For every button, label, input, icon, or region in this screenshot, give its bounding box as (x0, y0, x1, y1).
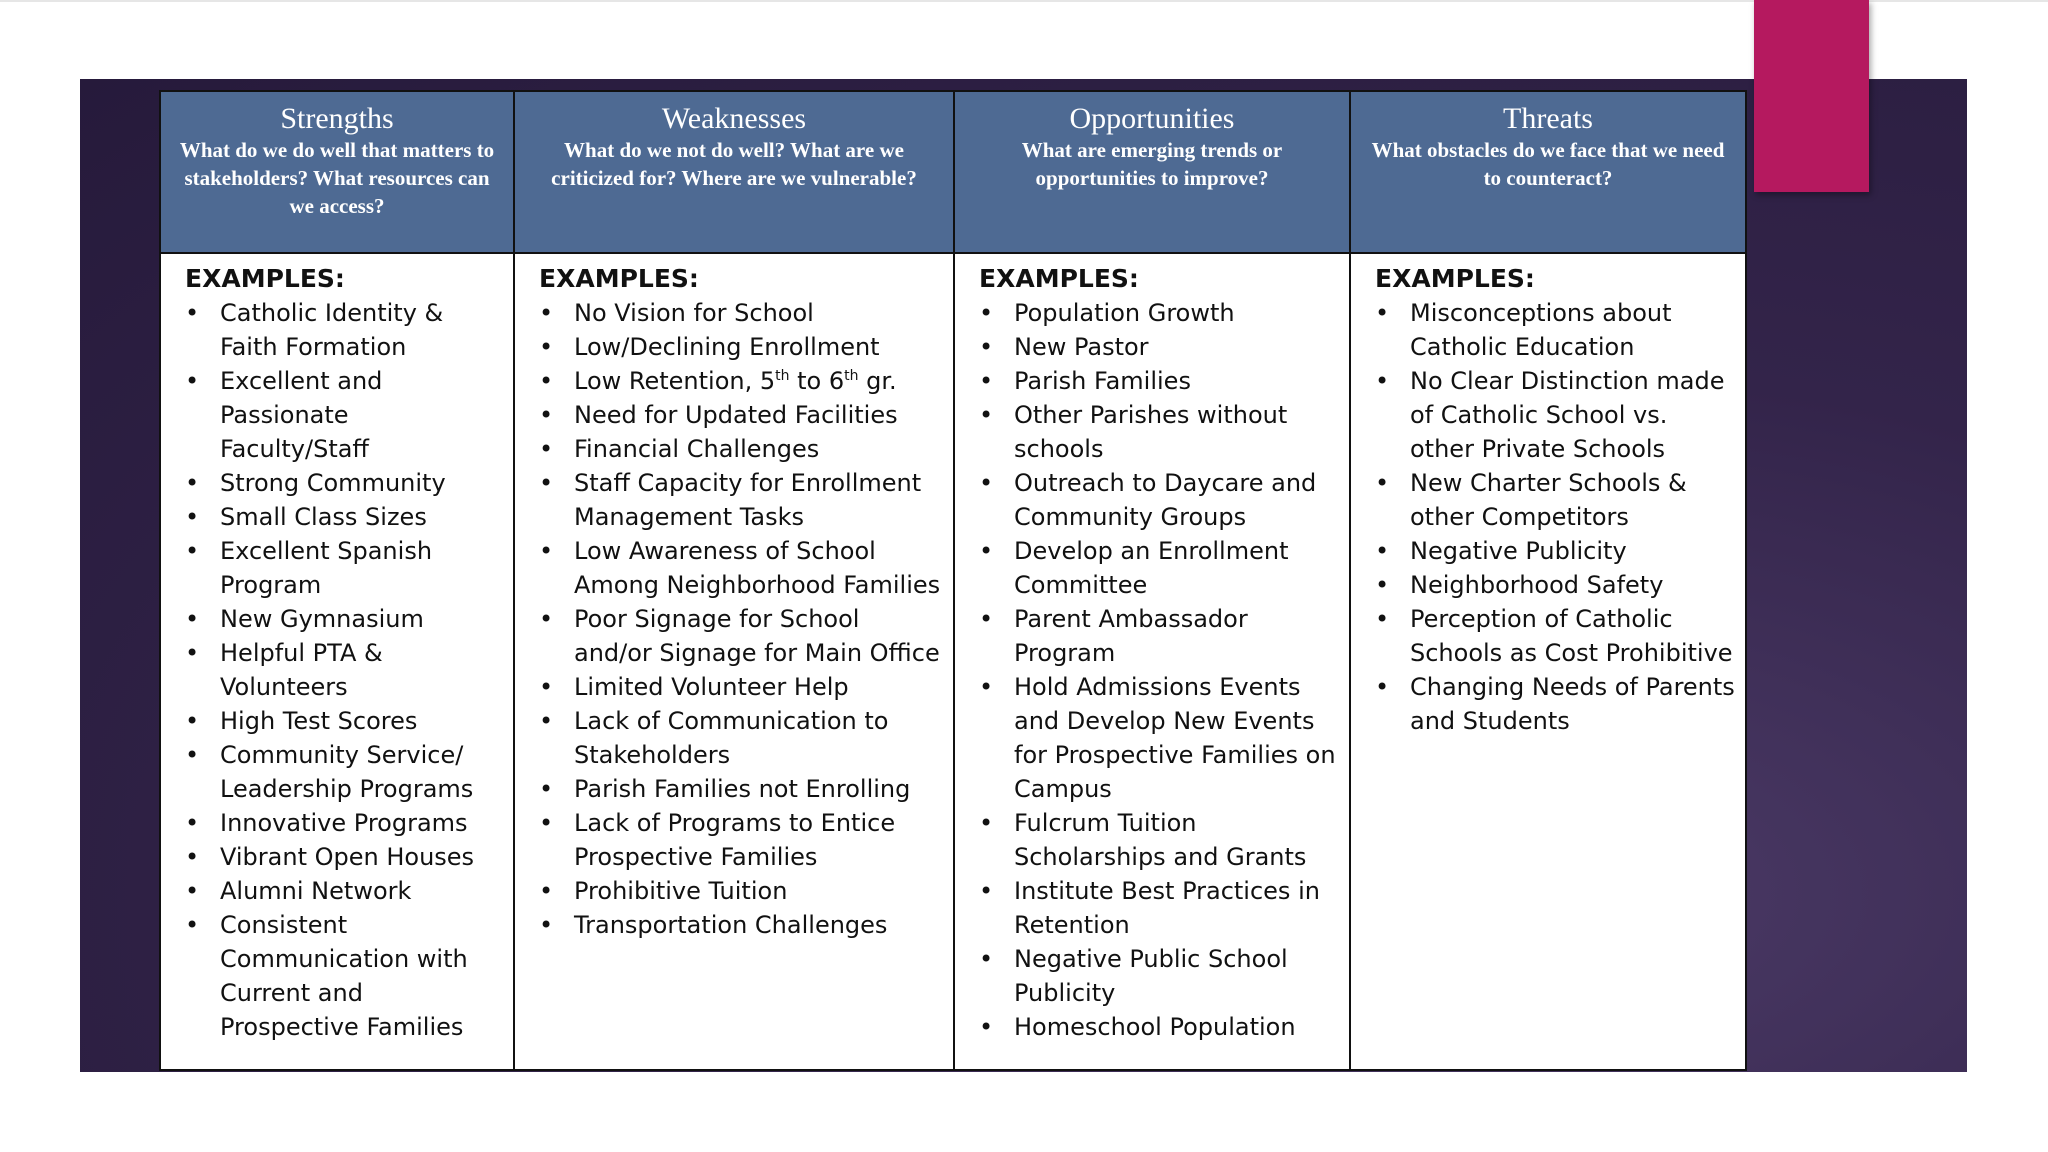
opportunities-question: What are emerging trends or opportunities to improve? (1021, 138, 1283, 190)
weaknesses-item: • No Vision for School (539, 296, 943, 330)
opportunities-item: • Outreach to Daycare and Community Groups (979, 466, 1339, 534)
opportunities-title: Opportunities (1069, 102, 1235, 135)
threats-examples-label: EXAMPLES: (1375, 264, 1535, 293)
weaknesses-item: • Low Awareness of School Among Neighborhood Families (539, 534, 943, 602)
opportunities-item: • Parish Families (979, 364, 1339, 398)
threats-item: • Changing Needs of Parents and Students (1375, 670, 1735, 738)
weaknesses-item: • Need for Updated Facilities (539, 398, 943, 432)
strengths-item: • Alumni Network (185, 874, 503, 908)
threats-item: • No Clear Distinction made of Catholic School vs. other Private Schools (1375, 364, 1735, 466)
weaknesses-item: • Staff Capacity for Enrollment Management Tasks (539, 466, 943, 534)
threats-item: • New Charter Schools & other Competitors (1375, 466, 1735, 534)
opportunities-item: • Institute Best Practices in Retention (979, 874, 1339, 942)
strengths-item: • Innovative Programs (185, 806, 503, 840)
weaknesses-item: • Poor Signage for School and/or Signage for Main Office (539, 602, 943, 670)
opportunities-item: • Develop an Enrollment Committee (979, 534, 1339, 602)
strengths-item: • Small Class Sizes (185, 500, 503, 534)
opportunities-body (955, 254, 1349, 1044)
strengths-body (161, 254, 513, 1044)
threats-item: • Negative Publicity (1375, 534, 1735, 568)
threats-column (1351, 92, 1745, 1069)
weaknesses-item: • Parish Families not Enrolling (539, 772, 943, 806)
weaknesses-item: • Prohibitive Tuition (539, 874, 943, 908)
opportunities-column (955, 92, 1351, 1069)
strengths-item: • Community Service/ Leadership Programs (185, 738, 503, 806)
opportunities-item: • Hold Admissions Events and Develop New Events for Prospective Families on Campus (979, 670, 1339, 806)
opportunities-item: • Fulcrum Tuition Scholarships and Grants (979, 806, 1339, 874)
threats-item: • Neighborhood Safety (1375, 568, 1735, 602)
strengths-item: • High Test Scores (185, 704, 503, 738)
weaknesses-item: • Transportation Challenges (539, 908, 943, 942)
opportunities-item: • Negative Public School Publicity (979, 942, 1339, 1010)
strengths-column (161, 92, 515, 1069)
weaknesses-item: • Financial Challenges (539, 432, 943, 466)
opportunities-item: • New Pastor (979, 330, 1339, 364)
strengths-item: • Strong Community (185, 466, 503, 500)
opportunities-item: • Homeschool Population (979, 1010, 1339, 1044)
strengths-examples-label: EXAMPLES: (185, 264, 345, 293)
threats-header (1351, 92, 1745, 254)
weaknesses-header (515, 92, 953, 254)
threats-question: What obstacles do we face that we need to counteract? (1371, 138, 1725, 190)
weaknesses-column (515, 92, 955, 1069)
threats-title: Threats (1503, 102, 1593, 135)
weaknesses-item: • Lack of Programs to Entice Prospective Families (539, 806, 943, 874)
strengths-item: • Excellent Spanish Program (185, 534, 503, 602)
threats-item: • Misconceptions about Catholic Education (1375, 296, 1735, 364)
weaknesses-item: • Limited Volunteer Help (539, 670, 943, 704)
strengths-item: • New Gymnasium (185, 602, 503, 636)
strengths-header (161, 92, 513, 254)
strengths-item: • Consistent Communication with Current and Prospective Families (185, 908, 503, 1044)
opportunities-list (979, 296, 1339, 1044)
weaknesses-item: • Low/Declining Enrollment (539, 330, 943, 364)
weaknesses-item: • Low Retention, 5th to 6th gr. (539, 364, 943, 398)
weaknesses-list (539, 296, 943, 942)
top-border-line (0, 0, 2048, 2)
strengths-item: • Excellent and Passionate Faculty/Staff (185, 364, 503, 466)
threats-list (1375, 296, 1735, 738)
opportunities-item: • Population Growth (979, 296, 1339, 330)
weaknesses-item: • Lack of Communication to Stakeholders (539, 704, 943, 772)
strengths-list (185, 296, 503, 1044)
strengths-item: • Catholic Identity & Faith Formation (185, 296, 503, 364)
weaknesses-body (515, 254, 953, 942)
threats-body (1351, 254, 1745, 738)
strengths-title: Strengths (280, 102, 394, 135)
opportunities-header (955, 92, 1349, 254)
opportunities-examples-label: EXAMPLES: (979, 264, 1139, 293)
threats-item: • Perception of Catholic Schools as Cost Prohibitive (1375, 602, 1735, 670)
weaknesses-question: What do we not do well? What are we criticized for? Where are we vulnerable? (551, 138, 917, 190)
accent-tab (1754, 0, 1869, 192)
strengths-item: • Helpful PTA & Volunteers (185, 636, 503, 704)
weaknesses-examples-label: EXAMPLES: (539, 264, 699, 293)
swot-table (159, 90, 1747, 1071)
strengths-item: • Vibrant Open Houses (185, 840, 503, 874)
strengths-question: What do we do well that matters to stakeholders? What resources can we access? (179, 138, 495, 218)
opportunities-item: • Other Parishes without schools (979, 398, 1339, 466)
opportunities-item: • Parent Ambassador Program (979, 602, 1339, 670)
weaknesses-title: Weaknesses (661, 102, 807, 135)
